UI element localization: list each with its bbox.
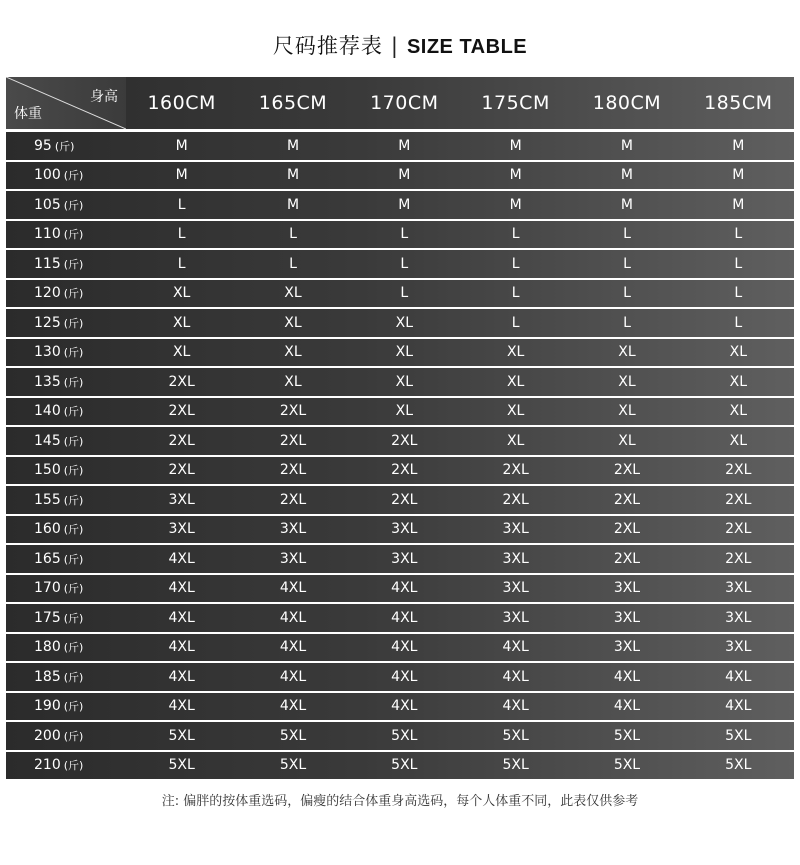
weight-value: 130: [34, 344, 61, 361]
weight-unit: (斤): [63, 375, 84, 389]
size-cell: M: [398, 137, 411, 154]
table-row: [6, 604, 794, 632]
size-cell: 2XL: [168, 462, 195, 479]
weight-value: 180: [34, 639, 61, 656]
weight-value: 200: [34, 727, 61, 744]
table-row: [6, 663, 794, 691]
height-header-160: 160CM: [147, 92, 216, 114]
weight-cell: [6, 398, 126, 426]
size-cell: L: [511, 255, 520, 272]
weight-value: 170: [34, 580, 61, 597]
size-cell: 4XL: [168, 639, 195, 656]
size-cell: XL: [395, 373, 414, 390]
weight-unit: (斤): [54, 139, 75, 153]
table-row: [6, 722, 794, 750]
weight-cell: [6, 250, 126, 278]
size-cell: 2XL: [725, 521, 752, 538]
size-cell: M: [509, 137, 522, 154]
size-cell: 2XL: [279, 491, 307, 508]
size-cell: XL: [284, 373, 302, 390]
size-cell: 2XL: [725, 550, 752, 567]
weight-value: 110: [34, 226, 61, 243]
weight-cell: [6, 604, 126, 632]
size-cell: 5XL: [725, 757, 752, 774]
table-body: [6, 132, 794, 779]
weight-value: 165: [34, 550, 61, 567]
size-cell: XL: [172, 314, 191, 331]
weight-cell: [6, 132, 126, 160]
size-cell: 2XL: [391, 491, 418, 508]
table-row: [6, 486, 794, 514]
size-cell: 5XL: [279, 757, 307, 774]
size-cell: XL: [729, 344, 747, 361]
size-cell: 3XL: [502, 521, 529, 538]
weight-value: 175: [34, 609, 61, 626]
table-row: [6, 339, 794, 367]
weight-unit: (斤): [63, 228, 84, 242]
size-cell: L: [623, 314, 631, 331]
size-cell: XL: [284, 285, 302, 302]
size-cell: 2XL: [279, 462, 307, 479]
weight-unit: (斤): [63, 641, 84, 655]
size-cell: XL: [618, 403, 636, 420]
table-row: [6, 457, 794, 485]
size-cell: 3XL: [279, 550, 307, 567]
size-cell: XL: [618, 373, 636, 390]
height-header-170: 170CM: [370, 92, 439, 114]
size-cell: M: [620, 167, 634, 184]
size-cell: 4XL: [502, 668, 529, 685]
weight-unit: (斤): [63, 287, 84, 301]
size-cell: XL: [506, 403, 525, 420]
size-cell: M: [620, 196, 634, 213]
weight-cell: [6, 722, 126, 750]
size-cell: XL: [618, 344, 636, 361]
size-cell: 3XL: [391, 521, 418, 538]
size-cell: 3XL: [613, 609, 641, 626]
size-cell: L: [177, 226, 186, 243]
height-header-185: 185CM: [704, 92, 773, 114]
size-table: [6, 77, 794, 781]
size-cell: 2XL: [502, 491, 529, 508]
weight-value: 125: [34, 314, 61, 331]
size-cell: 4XL: [279, 580, 307, 597]
size-cell: XL: [172, 285, 191, 302]
table-row: [6, 693, 794, 721]
size-cell: L: [400, 285, 409, 302]
table-row: [6, 516, 794, 544]
weight-axis-label: 体重: [14, 106, 42, 122]
weight-cell: [6, 663, 126, 691]
size-cell: XL: [506, 432, 525, 449]
size-cell: M: [286, 137, 300, 154]
size-cell: 4XL: [391, 698, 418, 715]
height-axis-label: 身高: [90, 89, 118, 105]
table-row: [6, 427, 794, 455]
size-cell: 5XL: [168, 727, 195, 744]
size-cell: 5XL: [613, 727, 641, 744]
size-cell: XL: [618, 432, 636, 449]
size-cell: XL: [172, 344, 191, 361]
size-cell: L: [511, 285, 520, 302]
table-row: [6, 398, 794, 426]
size-cell: 4XL: [279, 668, 307, 685]
weight-unit: (斤): [63, 316, 84, 330]
size-cell: XL: [395, 344, 414, 361]
weight-unit: (斤): [63, 257, 84, 271]
table-header-row: [6, 77, 794, 129]
table-row: [6, 280, 794, 308]
size-cell: 2XL: [613, 521, 641, 538]
size-cell: 4XL: [168, 668, 195, 685]
size-cell: 3XL: [725, 580, 752, 597]
size-cell: 4XL: [613, 698, 641, 715]
size-cell: 2XL: [168, 373, 195, 390]
weight-unit: (斤): [63, 700, 84, 714]
size-cell: L: [734, 285, 743, 302]
page-title: [0, 30, 800, 60]
size-cell: XL: [506, 344, 525, 361]
weight-unit: (斤): [63, 405, 84, 419]
title-separator: |: [390, 34, 399, 58]
height-header-165: 165CM: [258, 92, 328, 114]
size-cell: XL: [729, 403, 747, 420]
weight-cell: [6, 693, 126, 721]
table-row: [6, 250, 794, 278]
size-cell: 4XL: [502, 639, 529, 656]
table-row: [6, 368, 794, 396]
size-cell: M: [509, 167, 522, 184]
size-cell: XL: [395, 314, 414, 331]
size-cell: 4XL: [168, 580, 195, 597]
weight-unit: (斤): [63, 493, 84, 507]
weight-unit: (斤): [63, 464, 84, 478]
size-cell: 2XL: [168, 432, 195, 449]
size-cell: M: [175, 137, 188, 154]
size-cell: M: [732, 196, 745, 213]
title-cn: 尺码推荐表: [272, 34, 383, 58]
size-cell: XL: [395, 403, 414, 420]
size-cell: 4XL: [502, 698, 529, 715]
size-cell: L: [511, 226, 520, 243]
size-cell: L: [623, 255, 631, 272]
size-cell: XL: [284, 314, 302, 331]
size-cell: 5XL: [725, 727, 752, 744]
weight-cell: [6, 309, 126, 337]
weight-cell: [6, 457, 126, 485]
size-cell: L: [734, 255, 743, 272]
size-cell: 4XL: [391, 668, 418, 685]
table-row: [6, 545, 794, 573]
size-cell: XL: [284, 344, 302, 361]
size-cell: 5XL: [279, 727, 307, 744]
size-cell: 2XL: [391, 432, 418, 449]
table-row: [6, 634, 794, 662]
size-cell: 3XL: [725, 609, 752, 626]
size-cell: M: [509, 196, 522, 213]
size-cell: L: [177, 255, 186, 272]
size-cell: 5XL: [502, 727, 529, 744]
table-row: [6, 309, 794, 337]
table-row: [6, 132, 794, 160]
size-cell: L: [623, 285, 631, 302]
size-cell: 4XL: [279, 698, 307, 715]
size-cell: 2XL: [725, 491, 752, 508]
weight-value: 100: [34, 167, 61, 184]
size-cell: 2XL: [279, 403, 307, 420]
table-row: [6, 575, 794, 603]
size-cell: M: [732, 137, 745, 154]
weight-unit: (斤): [63, 169, 84, 183]
height-header-180: 180CM: [592, 92, 662, 114]
weight-cell: [6, 368, 126, 396]
weight-unit: (斤): [63, 434, 84, 448]
weight-value: 95: [34, 137, 52, 154]
size-cell: 3XL: [391, 550, 418, 567]
size-cell: M: [398, 167, 411, 184]
weight-unit: (斤): [63, 759, 84, 773]
title-en: SIZE TABLE: [406, 36, 528, 58]
size-cell: L: [734, 314, 743, 331]
size-cell: XL: [729, 373, 747, 390]
size-cell: 4XL: [391, 609, 418, 626]
weight-value: 150: [34, 462, 61, 479]
size-cell: M: [286, 167, 300, 184]
size-cell: 2XL: [613, 462, 641, 479]
table-corner-cell: [6, 77, 126, 129]
size-cell: 2XL: [725, 462, 752, 479]
size-cell: 3XL: [168, 491, 195, 508]
weight-value: 115: [34, 255, 61, 272]
size-cell: 2XL: [613, 491, 641, 508]
size-cell: M: [286, 196, 300, 213]
weight-cell: [6, 162, 126, 190]
size-cell: XL: [729, 432, 747, 449]
size-cell: 2XL: [613, 550, 641, 567]
size-cell: 4XL: [279, 609, 307, 626]
size-cell: L: [623, 226, 631, 243]
footnote: 注: 偏胖的按体重选码，偏瘦的结合体重身高选码，每个人体重不同，此表仅供参考: [161, 794, 639, 809]
size-cell: XL: [506, 373, 525, 390]
weight-cell: [6, 516, 126, 544]
weight-value: 210: [34, 757, 61, 774]
size-cell: L: [400, 255, 409, 272]
size-cell: 3XL: [502, 580, 529, 597]
size-cell: 2XL: [502, 462, 529, 479]
size-cell: 5XL: [502, 757, 529, 774]
weight-cell: [6, 634, 126, 662]
size-cell: L: [400, 226, 409, 243]
weight-cell: [6, 752, 126, 780]
weight-cell: [6, 545, 126, 573]
height-header-175: 175CM: [481, 92, 550, 114]
weight-value: 120: [34, 285, 61, 302]
table-row: [6, 162, 794, 190]
size-cell: 3XL: [725, 639, 752, 656]
weight-cell: [6, 486, 126, 514]
weight-value: 160: [34, 521, 61, 538]
weight-value: 105: [34, 196, 61, 213]
weight-cell: [6, 339, 126, 367]
weight-unit: (斤): [63, 611, 84, 625]
table-row: [6, 191, 794, 219]
table-row: [6, 221, 794, 249]
size-cell: L: [289, 255, 297, 272]
weight-unit: (斤): [63, 582, 84, 596]
weight-value: 140: [34, 403, 61, 420]
size-cell: 3XL: [502, 550, 529, 567]
size-cell: 5XL: [391, 727, 418, 744]
size-cell: 3XL: [279, 521, 307, 538]
size-cell: 4XL: [391, 580, 418, 597]
size-cell: M: [732, 167, 745, 184]
size-cell: 4XL: [279, 639, 307, 656]
weight-unit: (斤): [63, 198, 84, 212]
size-cell: 3XL: [168, 521, 195, 538]
size-cell: 4XL: [168, 698, 195, 715]
size-cell: 4XL: [391, 639, 418, 656]
size-cell: 4XL: [168, 550, 195, 567]
weight-value: 185: [34, 668, 61, 685]
size-cell: L: [289, 226, 297, 243]
size-cell: 2XL: [168, 403, 195, 420]
size-cell: 5XL: [168, 757, 195, 774]
size-cell: M: [398, 196, 411, 213]
size-cell: L: [177, 196, 186, 213]
size-cell: 4XL: [725, 668, 752, 685]
table-row: [6, 752, 794, 780]
size-cell: 5XL: [391, 757, 418, 774]
weight-unit: (斤): [63, 523, 84, 537]
size-cell: L: [511, 314, 520, 331]
size-cell: 5XL: [613, 757, 641, 774]
size-cell: 4XL: [168, 609, 195, 626]
weight-unit: (斤): [63, 552, 84, 566]
size-cell: 3XL: [613, 639, 641, 656]
size-cell: 2XL: [279, 432, 307, 449]
weight-cell: [6, 221, 126, 249]
weight-unit: (斤): [63, 729, 84, 743]
weight-value: 190: [34, 698, 61, 715]
size-cell: 4XL: [613, 668, 641, 685]
weight-cell: [6, 427, 126, 455]
size-cell: 2XL: [391, 462, 418, 479]
weight-cell: [6, 575, 126, 603]
size-cell: M: [175, 167, 188, 184]
weight-unit: (斤): [63, 670, 84, 684]
weight-value: 155: [34, 491, 61, 508]
weight-value: 135: [34, 373, 61, 390]
size-cell: 3XL: [613, 580, 641, 597]
size-cell: 4XL: [725, 698, 752, 715]
size-cell: 3XL: [502, 609, 529, 626]
size-cell: M: [620, 137, 634, 154]
weight-unit: (斤): [63, 346, 84, 360]
weight-value: 145: [34, 432, 61, 449]
weight-cell: [6, 191, 126, 219]
weight-cell: [6, 280, 126, 308]
size-cell: L: [734, 226, 743, 243]
